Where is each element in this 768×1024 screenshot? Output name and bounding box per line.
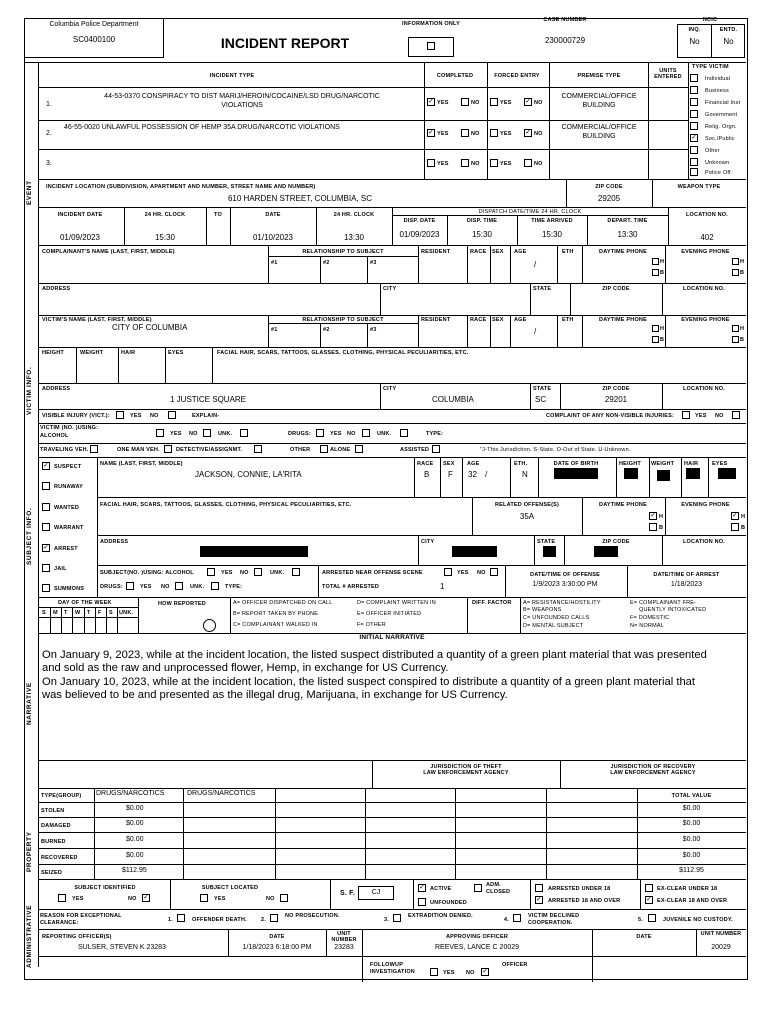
subject-warrant-checkbox[interactable] (42, 523, 50, 531)
victim-type-religious[interactable] (690, 122, 698, 130)
subject-arrest-checkbox[interactable] (42, 544, 50, 552)
subject-summons-checkbox[interactable] (42, 584, 50, 592)
subject-suspect-checkbox[interactable] (42, 462, 50, 470)
victim-city: COLUMBIA (432, 395, 474, 404)
victim-type-soc-public[interactable] (690, 134, 698, 142)
victim-type-police[interactable] (690, 168, 698, 176)
narrative-heading: INITIAL NARRATIVE (359, 634, 425, 641)
zip-value: 29205 (597, 194, 621, 203)
side-label-property: PROPERTY (26, 831, 33, 872)
entd-label: ENTD. (719, 27, 738, 33)
victim-type-individual[interactable] (690, 74, 698, 82)
incident-row-1-line1: 44-53-0370 CONSPIRACY TO DIST MARIJ/HEROIN/COCAINE/LSD DRUG/NARCOTIC (104, 93, 380, 100)
row-3-completed-no[interactable] (461, 159, 469, 167)
incident-date: 01/09/2023 (59, 233, 101, 242)
arrest-datetime: 1/18/2023 (670, 581, 703, 588)
redacted-city (452, 546, 497, 557)
case-number: 230000729 (544, 36, 586, 45)
disp-time-label: DISP. TIME (466, 218, 498, 224)
side-label-narrative: NARRATIVE (26, 682, 33, 725)
incident-row-1-line2: VIOLATIONS (221, 102, 263, 109)
row-3-forced-yes[interactable] (490, 159, 498, 167)
clock-label-2: 24 HR. CLOCK (333, 212, 375, 218)
dispatch-label: DISPATCH DATE/TIME 24 HR. CLOCK (478, 209, 582, 215)
row-1-premise-1: COMMERCIAL/OFFICE (561, 93, 637, 100)
incident-type-header: INCIDENT TYPE (209, 73, 255, 79)
victim-type-government[interactable] (690, 110, 698, 118)
subject-age: 32 (468, 470, 477, 479)
report-date: 1/18/2023 6:18:00 PM (242, 944, 312, 951)
loc-no-label: LOCATION NO. (685, 212, 729, 218)
narrative-text: On January 9, 2023, while at the incident location, the listed suspect distributed a quantity of a green plant material that was presented and sold as the raw and unprocessed flower, Hemp, in exchange for US Currency. On January 10, 2023, while at the incident location, the listed suspect conspired to distribute a quantity of a green plant material that was believed to be and presented as the illegal drug, Marijuana, in exchange for US Currency. (42, 649, 707, 702)
row-1-premise-2: BUILDING (582, 102, 616, 109)
clock-2: 13:30 (343, 233, 365, 242)
page-title: INCIDENT REPORT (220, 35, 350, 51)
victim-name: CITY OF COLUMBIA (112, 323, 188, 332)
complainant-rel-label: RELATIONSHIP TO SUBJECT (302, 249, 384, 255)
unit-number: 23283 (334, 944, 354, 951)
subject-eth: N (522, 470, 528, 479)
to-label: TO (214, 212, 222, 218)
victim-zip: 29201 (604, 395, 628, 404)
row-1-completed-yes[interactable] (427, 98, 435, 106)
agency-ori: SC0400100 (72, 35, 116, 44)
reporting-officer: SULSER, STEVEN K 23283 (78, 944, 166, 951)
incident-row-2-num: 2. (46, 130, 52, 137)
victim-address: 1 JUSTICE SQUARE (170, 395, 247, 404)
disp-time: 15:30 (471, 230, 493, 239)
info-only-label: INFORMATION ONLY (402, 21, 460, 27)
inq-label: INQ. (688, 27, 701, 33)
side-label-subject: SUBJECT INFO. (26, 507, 33, 565)
type-victim-label: TYPE VICTIM (692, 64, 729, 70)
depart-label: DEPART. TIME (607, 218, 648, 224)
arrived: 15:30 (541, 230, 563, 239)
redacted-dob (554, 468, 598, 479)
victim-type-financial[interactable] (690, 98, 698, 106)
row-2-forced-yes[interactable] (490, 129, 498, 137)
approving-unit-number: 20029 (711, 944, 731, 951)
offense-datetime: 1/9/2023 3:30:00 PM (532, 581, 598, 588)
side-label-victim: VICTIM INFO. (26, 366, 33, 415)
subject-sex: F (448, 470, 453, 479)
subject-name: JACKSON, CONNIE, LA'RITA (195, 470, 302, 479)
victim-type-unknown[interactable] (690, 158, 698, 166)
disp-date: 01/09/2023 (399, 230, 440, 239)
redacted-address (200, 546, 308, 557)
entd-value: No (723, 37, 734, 46)
subject-jail-checkbox[interactable] (42, 564, 50, 572)
row-2-premise-2: BUILDING (582, 133, 616, 140)
side-label-admin: ADMINISTRATIVE (26, 904, 33, 968)
incident-row-3-num: 3. (46, 160, 52, 167)
date-label-2: DATE (265, 212, 281, 218)
row-1-forced-no[interactable] (524, 98, 532, 106)
row-1-forced-yes[interactable] (490, 98, 498, 106)
sf-value: CJ (371, 889, 381, 896)
ncic-label: NCIC (702, 17, 718, 23)
subject-runaway-checkbox[interactable] (42, 482, 50, 490)
redacted-zip (594, 546, 618, 557)
premise-type-header: PREMISE TYPE (577, 73, 621, 79)
row-2-completed-no[interactable] (461, 129, 469, 137)
case-number-label: CASE NUMBER (543, 17, 587, 23)
clock-1: 15:30 (154, 233, 176, 242)
victim-state: SC (535, 395, 547, 404)
weapon-type-label: WEAPON TYPE (677, 184, 721, 190)
zip-label: ZIP CODE (595, 184, 623, 190)
victim-type-business[interactable] (690, 86, 698, 94)
redacted-state (543, 546, 556, 557)
complainant-name-label: COMPLAINANT'S NAME (LAST, FIRST, MIDDLE) (42, 249, 175, 255)
row-2-forced-no[interactable] (524, 129, 532, 137)
approving-officer: REEVES, LANCE C 20029 (434, 944, 520, 951)
incident-location-label: INCIDENT LOCATION (SUBDIVISION, APARTMENT AND NUMBER, STREET NAME AND NUMBER) (46, 184, 316, 190)
row-1-completed-no[interactable] (461, 98, 469, 106)
disp-date-label: DISP. DATE (403, 218, 436, 224)
depart: 13:30 (617, 230, 638, 239)
agency-name: Columbia Police Department (49, 21, 139, 28)
victim-name-label: VICTIM'S NAME (LAST, FIRST, MIDDLE) (42, 317, 152, 323)
completed-header: COMPLETED (436, 73, 474, 79)
side-label-event: EVENT (26, 180, 33, 205)
units-entered-header: UNITS ENTERED (654, 68, 682, 80)
property-col-2: DRUGS/NARCOTICS (187, 790, 256, 797)
property-col-1: DRUGS/NARCOTICS (96, 790, 165, 797)
date-2: 01/10/2023 (252, 233, 294, 242)
total-arrested: 1 (440, 582, 445, 591)
incident-location: 610 HARDEN STREET, COLUMBIA, SC (227, 194, 373, 203)
subject-race: B (424, 470, 430, 479)
info-only-checkbox[interactable] (427, 42, 435, 50)
clock-label-1: 24 HR. CLOCK (144, 212, 186, 218)
row-2-completed-yes[interactable] (427, 129, 435, 137)
forced-entry-header: FORCED ENTRY (494, 73, 540, 79)
loc-no: 402 (700, 233, 714, 242)
row-2-premise-1: COMMERCIAL/OFFICE (561, 124, 637, 131)
incident-row-1-num: 1. (46, 101, 52, 108)
victim-type-other[interactable] (690, 146, 698, 154)
subject-wanted-checkbox[interactable] (42, 503, 50, 511)
arrived-label: TIME ARRIVED (531, 218, 573, 224)
row-3-completed-yes[interactable] (427, 159, 435, 167)
row-3-forced-no[interactable] (524, 159, 532, 167)
incident-date-label: INCIDENT DATE (57, 212, 103, 218)
incident-row-2-line1: 46-55-0020 UNLAWFUL POSSESSION OF HEMP 35A DRUG/NARCOTIC VIOLATIONS (64, 124, 340, 131)
inq-value: No (689, 37, 700, 46)
subject-related-offense: 35A (519, 512, 535, 521)
